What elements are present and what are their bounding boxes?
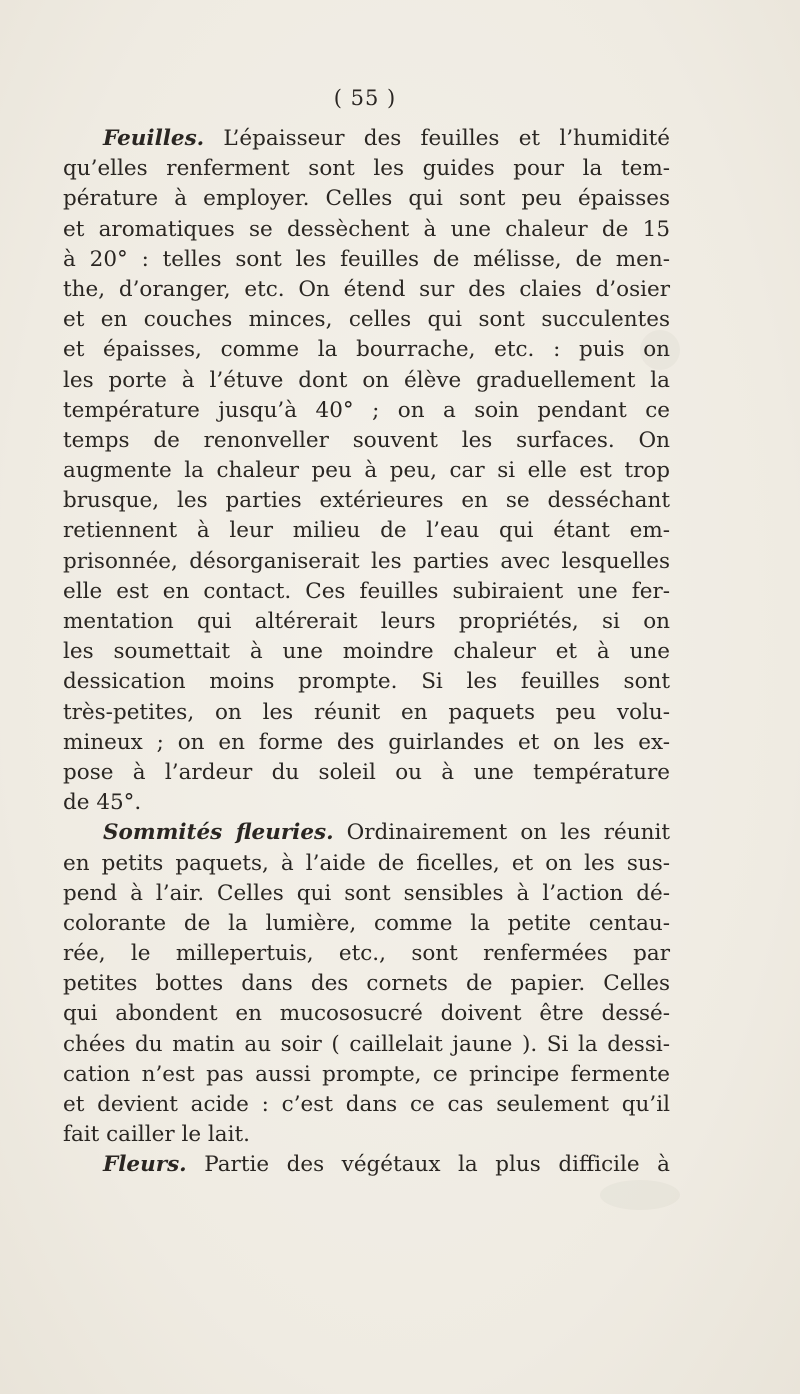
line-text: retiennent à leur milieu de l’eau qui étant em- bbox=[63, 518, 670, 544]
text-line bbox=[63, 1060, 670, 1090]
line-text: très-petites, on les réunit en paquets peu volu- bbox=[63, 699, 670, 725]
line-text: en petits paquets, à l’aide de ficelles, et on les sus- bbox=[63, 850, 670, 876]
line-text: temps de renonveller souvent les surfaces. On bbox=[63, 427, 670, 453]
text-line bbox=[63, 818, 670, 848]
text-line bbox=[63, 728, 670, 758]
text-line bbox=[63, 154, 670, 184]
text-line bbox=[63, 1120, 670, 1150]
text-line bbox=[63, 245, 670, 275]
text-line bbox=[63, 637, 670, 667]
line-text: the, d’oranger, etc. On étend sur des claies d’osier bbox=[63, 276, 670, 302]
line-text: et aromatiques se dessèchent à une chaleur de 15 bbox=[63, 216, 670, 242]
line-text: pose à l’ardeur du soleil ou à une température bbox=[63, 759, 670, 785]
line-text: dessication moins prompte. Si les feuilles sont bbox=[63, 669, 670, 695]
text-line bbox=[63, 396, 670, 426]
section-heading: Feuilles. bbox=[103, 126, 205, 151]
section-heading: Sommités fleuries. bbox=[103, 820, 334, 846]
text-line bbox=[63, 124, 670, 154]
text-line bbox=[63, 758, 670, 788]
body-text bbox=[63, 124, 670, 1181]
line-text: température jusqu’à 40° ; on a soin pendant ce bbox=[63, 397, 670, 423]
line-text: à 20° : telles sont les feuilles de mélisse, de men- bbox=[63, 246, 670, 272]
text-line bbox=[63, 607, 670, 637]
line-text: L’épaisseur des feuilles et l’humidité bbox=[204, 126, 670, 151]
text-line bbox=[63, 577, 670, 607]
text-line bbox=[63, 335, 670, 365]
line-text: et en couches minces, celles qui sont succulentes bbox=[63, 307, 670, 333]
line-text: brusque, les parties extérieures en se desséchant bbox=[63, 488, 670, 514]
line-text: qu’elles renferment sont les guides pour la tem- bbox=[63, 156, 670, 182]
text-line bbox=[63, 939, 670, 969]
text-line bbox=[63, 698, 670, 728]
line-text: Partie des végétaux la plus difficile à bbox=[186, 1152, 670, 1178]
text-line bbox=[63, 366, 670, 396]
text-line bbox=[63, 275, 670, 305]
line-text: petites bottes dans des cornets de papier. Celles bbox=[63, 971, 670, 997]
line-text: cation n’est pas aussi prompte, ce principe fermente bbox=[63, 1061, 670, 1087]
text-line bbox=[63, 909, 670, 939]
text-line bbox=[63, 215, 670, 245]
line-text: augmente la chaleur peu à peu, car si elle est trop bbox=[63, 458, 670, 484]
line-text: fait cailler le lait. bbox=[63, 1122, 250, 1148]
text-line bbox=[63, 426, 670, 456]
text-line bbox=[63, 1090, 670, 1120]
text-line bbox=[63, 999, 670, 1029]
line-text: et épaisses, comme la bourrache, etc. : puis on bbox=[63, 337, 670, 363]
line-text: les soumettait à une moindre chaleur et à une bbox=[63, 639, 670, 665]
text-line bbox=[63, 547, 670, 577]
line-text: rée, le millepertuis, etc., sont renfermées par bbox=[63, 941, 670, 967]
section-heading: Fleurs. bbox=[103, 1152, 187, 1178]
page-number: ( 55 ) bbox=[333, 86, 397, 110]
text-line bbox=[63, 184, 670, 214]
line-text: les porte à l’étuve dont on élève graduellement la bbox=[63, 367, 670, 393]
line-text: pend à l’air. Celles qui sont sensibles à l’action dé- bbox=[63, 880, 670, 906]
line-text: de 45°. bbox=[63, 790, 142, 816]
text-line bbox=[63, 305, 670, 335]
paper-stain bbox=[600, 1180, 680, 1210]
line-text: Ordinairement on les réunit bbox=[333, 820, 670, 846]
text-line bbox=[63, 456, 670, 486]
text-line bbox=[63, 849, 670, 879]
line-text: colorante de la lumière, comme la petite centau- bbox=[63, 910, 670, 936]
text-line bbox=[63, 969, 670, 999]
line-text: mentation qui altérerait leurs propriétés, si on bbox=[63, 609, 670, 634]
text-line bbox=[63, 516, 670, 546]
text-line bbox=[63, 486, 670, 516]
line-text: prisonnée, désorganiserait les parties avec lesquelles bbox=[63, 548, 670, 574]
text-line bbox=[63, 1150, 670, 1180]
line-text: mineux ; on en forme des guirlandes et on les ex- bbox=[63, 729, 670, 755]
text-line bbox=[63, 1030, 670, 1060]
text-line bbox=[63, 667, 670, 697]
text-line bbox=[63, 788, 670, 818]
line-text: pérature à employer. Celles qui sont peu épaisses bbox=[63, 186, 670, 212]
line-text: elle est en contact. Ces feuilles subiraient une fer- bbox=[63, 578, 670, 604]
text-line bbox=[63, 879, 670, 909]
line-text: chées du matin au soir ( caillelait jaune ). Si la dessi- bbox=[63, 1031, 670, 1057]
line-text: qui abondent en mucososucré doivent être dessé- bbox=[63, 1001, 670, 1027]
line-text: et devient acide : c’est dans ce cas seulement qu’il bbox=[63, 1092, 670, 1117]
